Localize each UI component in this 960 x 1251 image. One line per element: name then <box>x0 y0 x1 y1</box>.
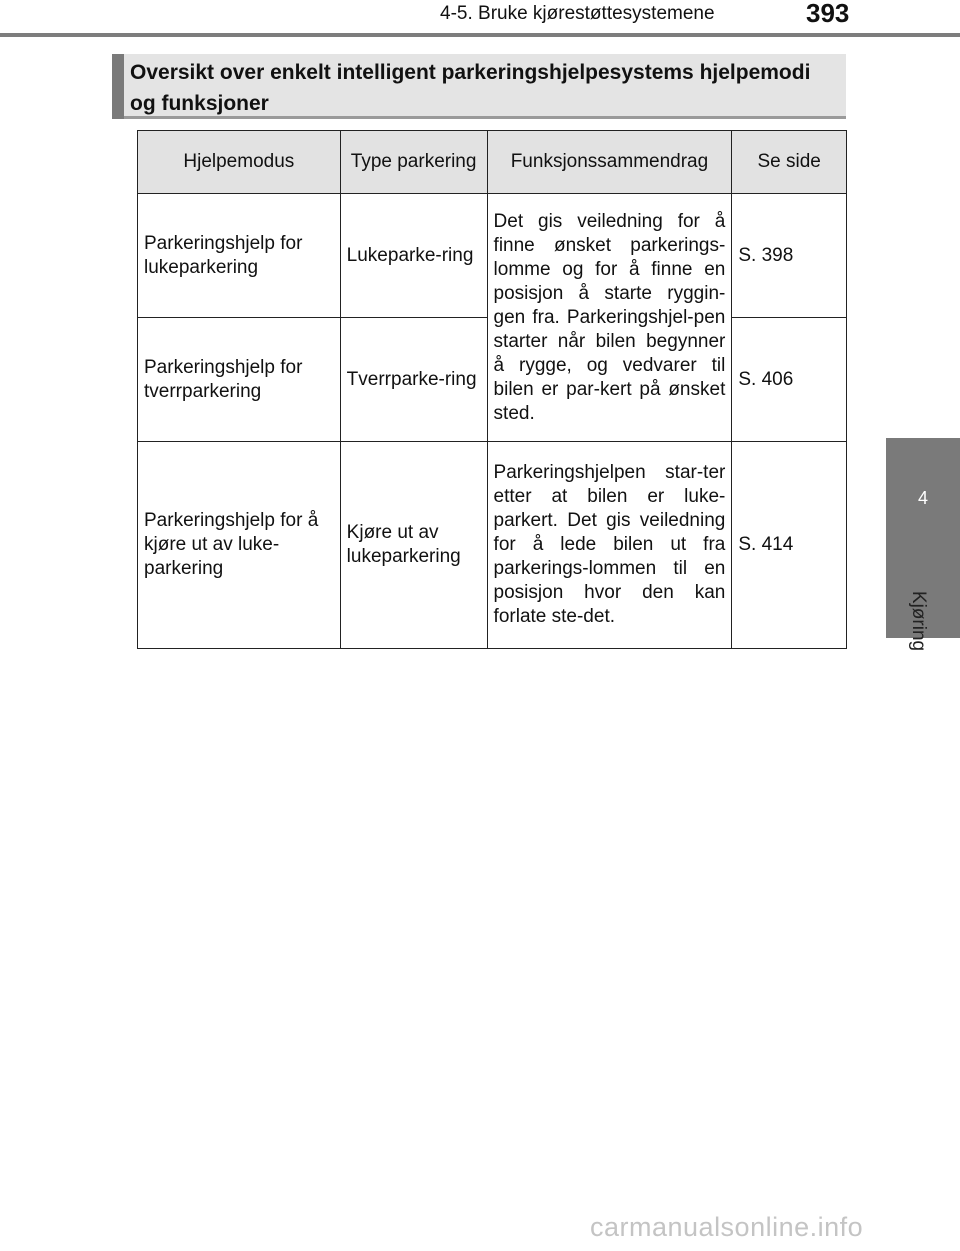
cell-summary: Parkeringshjelpen star-ter etter at bilen er luke-parkert. Det gis veiledning for å lede bilen ut fra parkerings-lommen til en posisjon hvor den kan forlate ste-det. <box>487 442 732 649</box>
table-row <box>138 194 847 318</box>
cell-type: Lukeparke-ring <box>340 194 487 318</box>
table-header-row <box>138 131 847 194</box>
watermark: carmanualsonline.info <box>590 1212 864 1242</box>
section-title-box <box>112 54 846 119</box>
header-type: Type parkering <box>340 131 487 194</box>
chapter-label-wrapper <box>893 580 933 670</box>
table-row <box>138 442 847 649</box>
cell-mode: Parkeringshjelp for tverrparkering <box>138 318 341 442</box>
cell-type: Kjøre ut av lukeparkering <box>340 442 487 649</box>
cell-page: S. 406 <box>732 318 847 442</box>
page-number: 393 <box>806 0 850 28</box>
running-header: 4-5. Bruke kjørestøttesystemene <box>440 3 715 24</box>
header-mode: Hjelpemodus <box>138 131 341 194</box>
chapter-number: 4 <box>917 488 928 508</box>
section-title-bar <box>112 54 124 119</box>
header-page: Se side <box>732 131 847 194</box>
header-rule <box>0 33 960 37</box>
cell-mode: Parkeringshjelp for å kjøre ut av luke-parkering <box>138 442 341 649</box>
cell-mode: Parkeringshjelp for lukeparkering <box>138 194 341 318</box>
cell-page: S. 414 <box>732 442 847 649</box>
cell-page: S. 398 <box>732 194 847 318</box>
cell-type: Tverrparke-ring <box>340 318 487 442</box>
section-title: Oversikt over enkelt intelligent parkeringshjelpesystems hjelpemodi og funksjoner <box>130 61 811 115</box>
chapter-label: Kjøring <box>908 590 929 652</box>
header-summary: Funksjonssammendrag <box>487 131 732 194</box>
assist-mode-table <box>137 130 847 649</box>
cell-summary: Det gis veiledning for å finne ønsket parkerings-lomme og for å finne en posisjon å starte ryggin-gen fra. Parkeringshjel-pen starter når bilen begynner å rygge, og vedvarer til bilen er par-kert på ønsket sted. <box>487 194 732 442</box>
